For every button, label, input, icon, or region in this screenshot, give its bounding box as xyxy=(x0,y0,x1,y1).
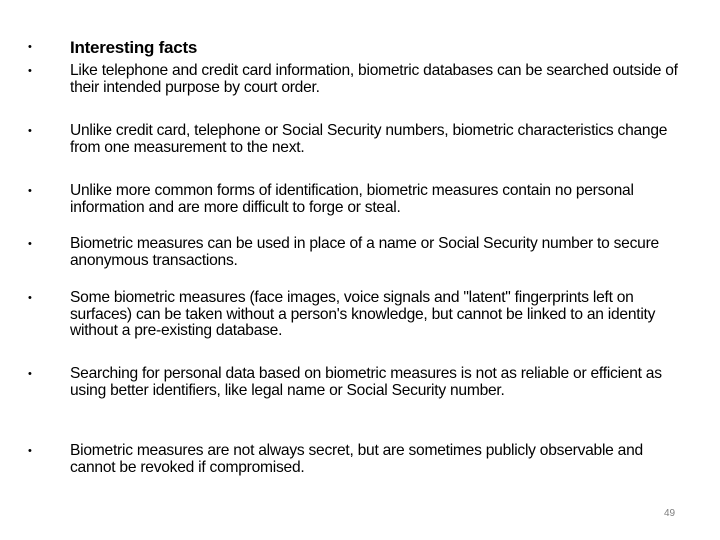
list-item-text: Searching for personal data based on biometric measures is not as reliable or efficient as using better identifiers, like legal name or Social Security number. xyxy=(70,365,662,399)
list-item-text: Biometric measures can be used in place of a name or Social Security number to secure anonymous transactions. xyxy=(70,235,659,269)
list-item-text: Unlike more common forms of identification, biometric measures contain no personal information and are more difficult to forge or steal. xyxy=(70,182,634,216)
bullet-icon: • xyxy=(28,185,32,197)
list-item-text: Like telephone and credit card information, biometric databases can be searched outside of their intended purpose by court order. xyxy=(70,62,678,96)
bullet-icon: • xyxy=(28,65,32,77)
bullet-icon: • xyxy=(28,292,32,304)
slide-title: Interesting facts xyxy=(70,38,198,57)
list-item xyxy=(28,290,688,340)
list-item xyxy=(28,63,688,96)
list-item xyxy=(28,123,688,156)
bullet-icon: • xyxy=(28,368,32,380)
slide-title-item xyxy=(28,39,688,57)
list-item-text: Unlike credit card, telephone or Social Security numbers, biometric characteristics change from one measurement to the next. xyxy=(70,122,668,156)
bullet-icon: • xyxy=(28,238,32,250)
bullet-icon: • xyxy=(28,41,32,53)
bullet-icon: • xyxy=(28,125,32,137)
list-item xyxy=(28,366,688,399)
list-item-text: Biometric measures are not always secret, but are sometimes publicly observable and cannot be revoked if compromised. xyxy=(70,442,643,476)
list-item-text: Some biometric measures (face images, voice signals and "latent" fingerprints left on surfaces) can be taken without a person's knowledge, but cannot be linked to an identity without a pre-existing database. xyxy=(70,289,656,339)
list-item xyxy=(28,183,688,216)
page-number: 49 xyxy=(664,508,676,519)
list-item xyxy=(28,236,688,269)
list-item xyxy=(28,443,688,476)
bullet-icon: • xyxy=(28,445,32,457)
